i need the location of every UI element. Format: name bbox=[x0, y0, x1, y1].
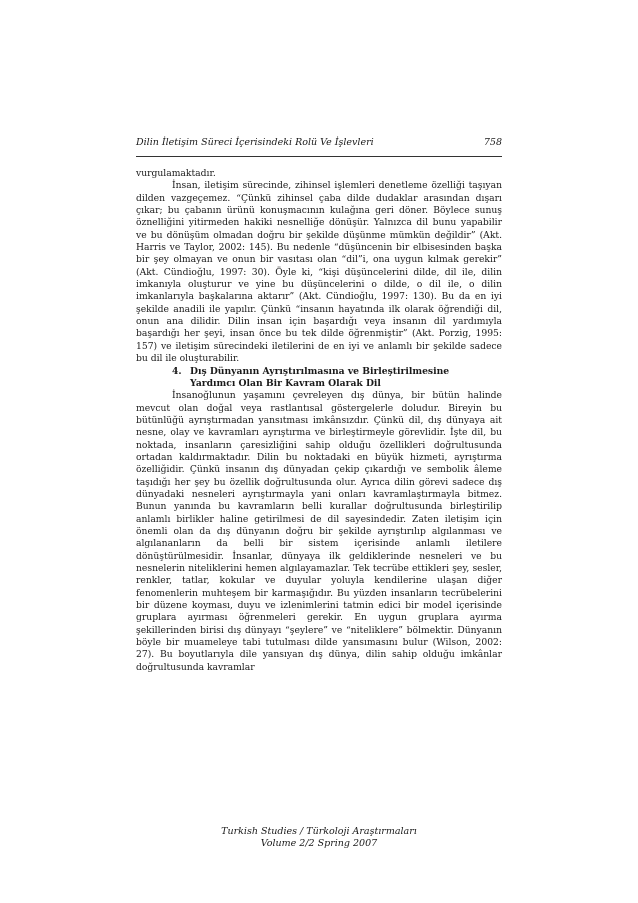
header-rule bbox=[136, 156, 502, 157]
page-footer bbox=[136, 826, 502, 850]
running-title: Dilin İletişim Süreci İçerisindeki Rolü Ve İşlevleri bbox=[136, 137, 374, 148]
journal-volume: Volume 2/2 Spring 2007 bbox=[260, 838, 378, 849]
section-number: 4. bbox=[172, 365, 182, 377]
body-text bbox=[136, 168, 502, 674]
running-header bbox=[136, 137, 502, 153]
journal-name: Turkish Studies / Türkoloji Araştırmaları bbox=[221, 826, 417, 837]
section-heading bbox=[136, 366, 502, 391]
paragraph-continuation: vurgulamaktadır. bbox=[136, 168, 216, 179]
section-title-line1: Dış Dünyanın Ayrıştırılmasına ve Birleştirilmesine bbox=[190, 365, 450, 377]
page-number: 758 bbox=[483, 137, 502, 148]
paragraph: İnsan, iletişim sürecinde, zihinsel işlemleri denetleme özelliği taşıyan dilden vazgeçemez. “Çünkü zihinsel çaba dilde dudaklar arasından dışarı çıkar; bu çabanın ürünü konuşmacının kulağına geri döner. Böylece sunuş öznelliğini yitirmeden hakiki nesnelliğe dönüşür. Yalnızca dil bunu yapabilir ve bu dönüşüm olmadan doğru bir şekilde düşünme mümkün değildir” (Akt. Harris ve Taylor, 2002: 145). Bu nedenle “düşüncenin bir elbisesinden başka bir şey olmayan ve onun bir vasıtası olan “dil”i, ona uygun kılmak gerekir” (Akt. Cündioğlu, 1997: 30). Öyle ki, “kişi düşüncelerini dilde, dil ile, dilin imkanıyla oluşturur ve yine bu düşüncelerini o dilde, o dil ile, o dilin imkanlarıyla başkalarına aktarır” (Akt. Cündioğlu, 1997: 130). Bu da en iyi şekilde anadili ile yapılır. Çünkü “insanın hayatında ilk olarak öğrendiği dil, onun ana dilidir. Dilin insan için başardığı veya insanın dil yardımıyla başardığı her şeyi, insan önce bu tek dilde öğrenmiştir” (Akt. Porzig, 1995: 157) ve iletişim sürecindeki iletilerini de en iyi ve anlamlı bir şekilde sadece bu dil ile oluşturabilir. bbox=[136, 180, 502, 365]
paragraph: İnsanoğlunun yaşamını çevreleyen dış dünya, bir bütün halinde mevcut olan doğal veya rastlantısal göstergelerle doludur. Bireyin bu bütünlüğü ayrıştırmadan yansıtması imkânsızdır. Çünkü dil, dış dünyaya ait nesne, olay ve kavramları ayrıştırma ve birleştirmeyle görevlidir. İşte dil, bu noktada, insanların çaresizliğini sahip olduğu özellikleri doğrultusunda ortadan kaldırmaktadır. Dilin bu noktadaki en büyük hizmeti, ayrıştırma özelliğidir. Çünkü insanın dış dünyadan çekip çıkardığı ve sembolik âleme taşıdığı her şey bu özellik doğrultusunda olur. Ayrıca dilin görevi sadece dış dünyadaki nesneleri ayrıştırmayla yani onları kavramlaştırmayla bitmez. Bunun yanında bu kavramların belli kurallar doğrultusunda birleştirilip anlamlı birlikler haline getirilmesi de dil sayesindedir. Zaten iletişim için önemli olan da dış dünyanın doğru bir şekilde ayrıştırılıp algılanması ve algılananların da belli bir sistem içerisinde anlamlı iletilere dönüştürülmesidir. İnsanlar, dünyaya ilk geldiklerinde nesneleri ve bu nesnelerin niteliklerini hemen algılayamazlar. Tek tecrübe ettikleri şey, sesler, renkler, tatlar, kokular ve duyular yoluyla kendilerine ulaşan diğer fenomenlerin muhteşem bir karmaşığıdır. Bu yüzden insanların tecrübelerini bir düzene koyması, duyu ve izlenimlerini tatmin edici bir model içerisinde gruplara ayırması öğrenmeleri gerekir. En uygun gruplara ayırma şekillerinden birisi dış dünyayı “şeylere” ve “niteliklere” bölmektir. Dünyanın böyle bir muameleye tabi tutulması dilde yansımasını bulur (Wilson, 2002: 27). Bu boyutlarıyla dile yansıyan dış dünya, dilin sahip olduğu imkânlar doğrultusunda kavramlar bbox=[136, 390, 502, 673]
section-title-line2: Yardımcı Olan Bir Kavram Olarak Dil bbox=[190, 377, 381, 389]
